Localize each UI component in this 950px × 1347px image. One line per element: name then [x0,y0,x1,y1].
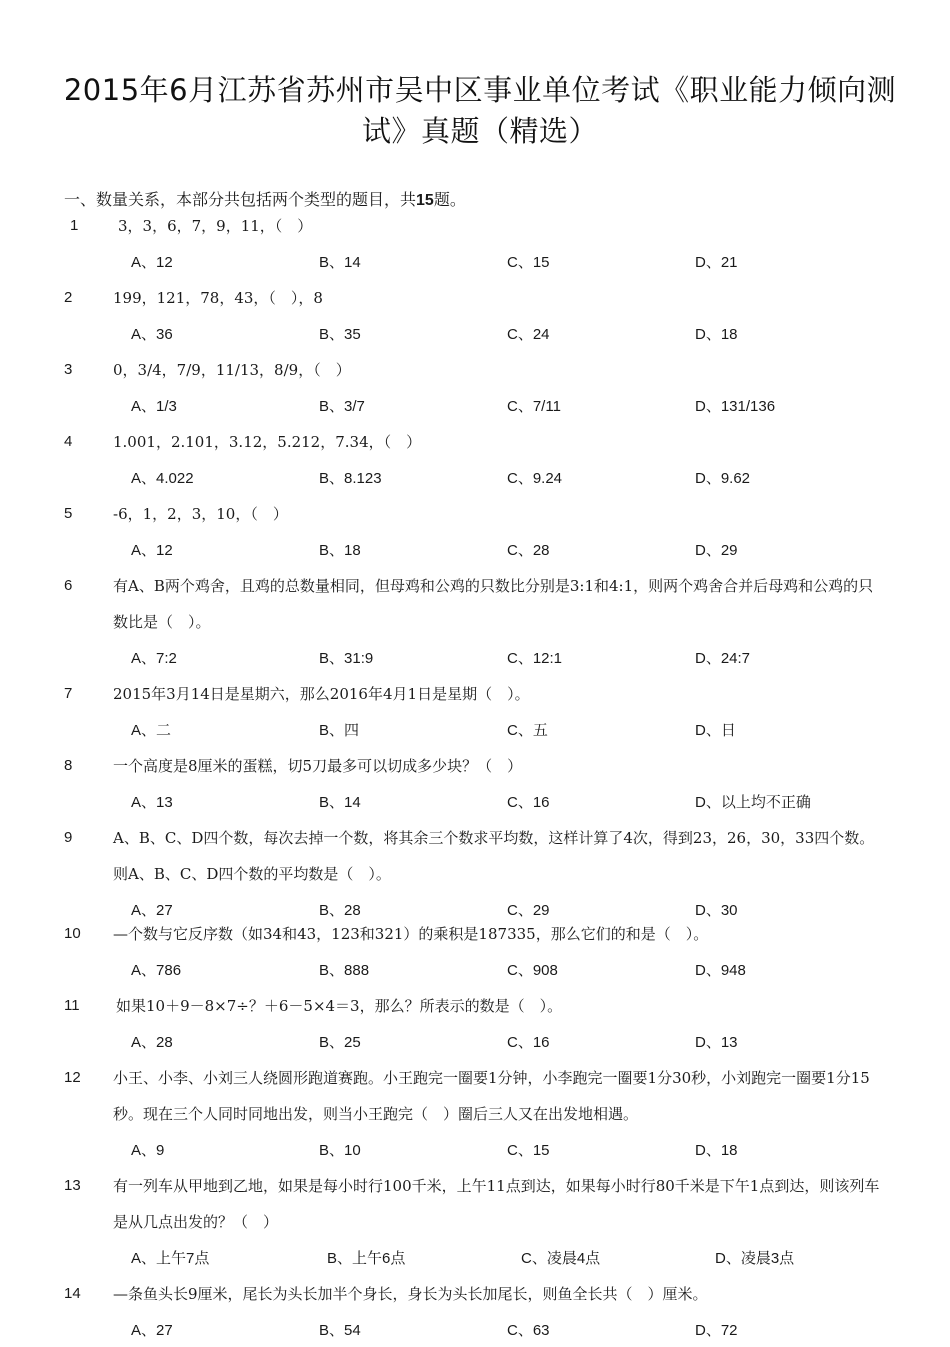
option-a[interactable]: A、1/3 [131,398,177,415]
option-a[interactable]: A、上午7点 [131,1250,210,1267]
option-b[interactable]: B、14 [319,254,361,271]
option-c[interactable]: C、63 [507,1322,550,1339]
option-c[interactable]: C、12:1 [507,650,563,667]
options-row [0,647,950,671]
option-d[interactable]: D、131/136 [695,398,776,415]
section-question-count: 15 [416,192,434,209]
question-text: 有A、B两个鸡舍，且鸡的总数量相同，但母鸡和公鸡的只数比分别是3:1和4:1，则两个鸡舍合并后母鸡和公鸡的只数比是（ ）。 [113,577,874,631]
option-b[interactable]: B、28 [319,902,361,919]
question-number: 10 [64,925,81,942]
option-d[interactable]: D、13 [695,1034,738,1051]
option-d[interactable]: D、18 [695,326,738,343]
options-row [0,1247,950,1271]
options-row [0,1139,950,1163]
question-number: 13 [64,1177,81,1194]
option-a[interactable]: A、28 [131,1034,173,1051]
option-d[interactable]: D、日 [695,722,736,739]
option-a[interactable]: A、786 [131,962,182,979]
option-d[interactable]: D、29 [695,542,738,559]
option-c[interactable]: C、16 [507,794,550,811]
option-b[interactable]: B、上午6点 [327,1250,406,1267]
options-row [0,719,950,743]
question-text: 有一列车从甲地到乙地，如果是每小时行100千米，上午11点到达，如果每小时行80千米是下午1点到达，则该列车是从几点出发的？（ ） [113,1177,880,1231]
option-b[interactable]: B、35 [319,326,361,343]
option-c[interactable]: C、908 [507,962,558,979]
question-text: 2015年3月14日是星期六，那么2016年4月1日是星期（ ）。 [113,685,530,703]
option-b[interactable]: B、54 [319,1322,361,1339]
question-number: 14 [64,1285,81,1302]
option-d[interactable]: D、72 [695,1322,738,1339]
option-b[interactable]: B、3/7 [319,398,365,415]
title-line-1: 2015年6月江苏省苏州市吴中区事业单位考试《职业能力倾向测 [63,73,897,107]
options-row [0,251,950,275]
option-a[interactable]: A、7:2 [131,650,177,667]
options-row [0,1031,950,1055]
question-text: 如果10＋9－8×7÷？＋6－5×4＝3，那么？所表示的数是（ ）。 [116,997,563,1015]
section-heading-text: 一、数量关系，本部分共包括两个类型的题目，共 [64,190,417,209]
question-text: 1.001，2.101，3.12，5.212，7.34，（ ） [113,433,422,451]
options-row [0,539,950,563]
options-row [0,959,950,983]
option-a[interactable]: A、4.022 [131,470,194,487]
option-d[interactable]: D、30 [695,902,738,919]
option-a[interactable]: A、13 [131,794,173,811]
question-number: 4 [64,433,73,450]
question-text: 小王、小李、小刘三人绕圆形跑道赛跑。小王跑完一圈要1分钟，小李跑完一圈要1分30秒，小刘跑完一圈要1分15秒。现在三个人同时同地出发，则当小王跑完（ ）圈后三人又在出发地相遇。 [113,1069,870,1123]
option-c[interactable]: C、16 [507,1034,550,1051]
option-a[interactable]: A、27 [131,902,173,919]
question-number: 5 [64,505,73,522]
question-text: 199，121，78，43，（ ），8 [113,289,323,307]
option-c[interactable]: C、凌晨4点 [521,1250,601,1267]
options-row [0,1319,950,1343]
option-b[interactable]: B、14 [319,794,361,811]
question-text: 0，3/4，7/9，11/13，8/9，（ ） [113,361,351,379]
option-b[interactable]: B、四 [319,722,360,739]
option-c[interactable]: C、28 [507,542,550,559]
question-number: 1 [70,217,79,234]
section-heading-suffix: 题。 [433,190,466,209]
question-number: 7 [64,685,73,702]
question-text: 3，3，6，7，9，11，（ ） [118,217,313,235]
option-d[interactable]: D、18 [695,1142,738,1159]
option-b[interactable]: B、25 [319,1034,361,1051]
question-text: -6，1，2，3，10，（ ） [113,505,288,523]
option-c[interactable]: C、24 [507,326,550,343]
option-c[interactable]: C、15 [507,1142,550,1159]
option-c[interactable]: C、29 [507,902,550,919]
option-a[interactable]: A、二 [131,722,172,739]
question-text: —条鱼头长9厘米，尾长为头长加半个身长，身长为头长加尾长，则鱼全长共（ ）厘米。 [113,1285,708,1303]
question-number: 12 [64,1069,81,1086]
options-row [0,323,950,347]
option-a[interactable]: A、12 [131,254,173,271]
options-row [0,395,950,419]
question-number: 9 [64,829,73,846]
question-number: 2 [64,289,73,306]
option-d[interactable]: D、21 [695,254,738,271]
option-b[interactable]: B、8.123 [319,470,382,487]
option-b[interactable]: B、888 [319,962,370,979]
page-title [60,70,900,152]
option-b[interactable]: B、31:9 [319,650,374,667]
question-text: A、B、C、D四个数，每次去掉一个数，将其余三个数求平均数，这样计算了4次，得到23，26，30，33四个数。则A、B、C、D四个数的平均数是（ ）。 [113,829,875,883]
option-a[interactable]: A、9 [131,1142,165,1159]
option-d[interactable]: D、凌晨3点 [715,1250,795,1267]
option-d[interactable]: D、以上均不正确 [695,794,811,811]
question-text: —个数与它反序数（如34和43，123和321）的乘积是187335，那么它们的和是（ ）。 [113,925,709,943]
option-c[interactable]: C、9.24 [507,470,563,487]
question-number: 3 [64,361,73,378]
option-d[interactable]: D、9.62 [695,470,751,487]
option-a[interactable]: A、36 [131,326,173,343]
option-c[interactable]: C、五 [507,722,548,739]
question-number: 11 [64,997,80,1014]
title-line-2: 试》真题（精选） [361,114,598,148]
option-b[interactable]: B、18 [319,542,361,559]
question-text: 一个高度是8厘米的蛋糕，切5刀最多可以切成多少块？（ ） [113,757,523,775]
option-c[interactable]: C、7/11 [507,398,561,415]
option-c[interactable]: C、15 [507,254,550,271]
options-row [0,791,950,815]
option-a[interactable]: A、12 [131,542,173,559]
option-a[interactable]: A、27 [131,1322,173,1339]
option-d[interactable]: D、24:7 [695,650,751,667]
options-row [0,467,950,491]
option-b[interactable]: B、10 [319,1142,361,1159]
question-number: 6 [64,577,73,594]
question-number: 8 [64,757,73,774]
option-d[interactable]: D、948 [695,962,746,979]
